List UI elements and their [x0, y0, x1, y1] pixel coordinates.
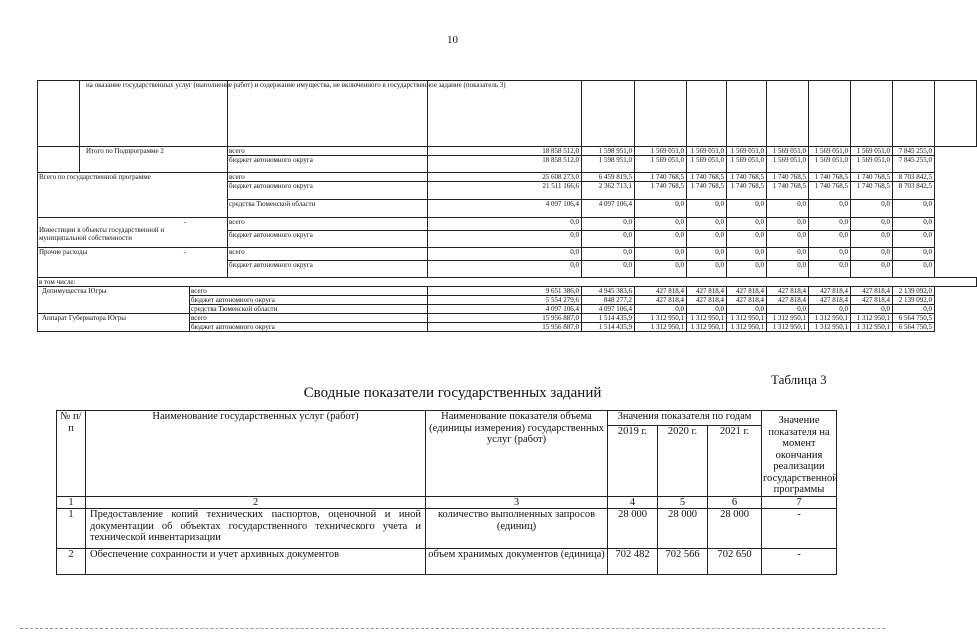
scan-edge	[20, 628, 885, 629]
amount-cell: 0,0	[767, 231, 809, 248]
row-number: 1	[57, 509, 86, 549]
amount-cell: 1 312 950,1	[635, 323, 687, 332]
amount-cell: 1 740 768,5	[727, 182, 767, 200]
amount-cell: 1 569 051,0	[851, 156, 893, 173]
amount-cell: 8 703 842,5	[893, 173, 935, 182]
amount-cell: 25 608 273,0	[428, 173, 582, 182]
amount-cell: 0,0	[582, 218, 635, 231]
amount-cell: 0,0	[851, 231, 893, 248]
budget-row	[38, 81, 977, 147]
amount-cell: 4 097 106,4	[582, 200, 635, 218]
amount-cell: 1 569 051,0	[767, 156, 809, 173]
table-row	[57, 509, 837, 549]
amount-cell: 7 845 255,0	[893, 156, 935, 173]
amount-cell: 6 564 750,5	[893, 314, 935, 323]
amount-cell: 1 312 950,1	[767, 323, 809, 332]
amount-cell: 0,0	[582, 248, 635, 261]
amount-cell: 2 139 092,0	[893, 287, 935, 296]
amount-cell: 1 312 950,1	[809, 314, 851, 323]
amount-cell: 1 569 051,0	[809, 156, 851, 173]
source-cell: всего	[228, 218, 428, 231]
amount-cell: 1 569 051,0	[809, 147, 851, 156]
row-label: Аппарат Губернатора Югры	[38, 314, 190, 332]
budget-row	[38, 287, 977, 296]
row-description: на оказание государственных услуг (выполнение работ) и содержание имущества, не включенного в государственное задание (показатель 3)	[80, 81, 228, 147]
amount-cell: 1 569 051,0	[687, 156, 727, 173]
amount-cell: 0,0	[893, 261, 935, 278]
empty-cell	[687, 81, 727, 147]
row-number: 2	[57, 549, 86, 575]
amount-cell: 0,0	[851, 200, 893, 218]
empty-cell	[935, 81, 977, 147]
amount-cell: 2 362 713,1	[582, 182, 635, 200]
column-number: 6	[708, 496, 762, 509]
amount-cell: 6 564 750,5	[893, 323, 935, 332]
amount-cell: 0,0	[767, 248, 809, 261]
source-cell: бюджет автономного округа	[228, 156, 428, 173]
amount-cell: 427 818,4	[809, 287, 851, 296]
source-cell: бюджет автономного округа	[228, 261, 428, 278]
column-number: 7	[762, 496, 837, 509]
amount-cell: 1 569 051,0	[727, 147, 767, 156]
amount-cell: 1 598 951,0	[582, 147, 635, 156]
empty-cell	[228, 81, 428, 147]
amount-cell: 0,0	[687, 261, 727, 278]
row-label-text: Прочие расходы	[39, 248, 88, 256]
indicator-name: количество выполненных запросов (единиц)	[426, 509, 608, 549]
source-cell: всего	[228, 147, 428, 156]
amount-cell: 7 845 255,0	[893, 147, 935, 156]
header-years-group: Значения показателя по годам	[608, 411, 762, 426]
header-final: Значение показателя на момент окончания реализации государственной программы	[762, 411, 837, 497]
state-tasks-table	[56, 410, 837, 575]
amount-cell: 1 312 950,1	[727, 323, 767, 332]
amount-cell: 1 569 051,0	[635, 147, 687, 156]
amount-cell: 0,0	[809, 200, 851, 218]
empty-cell	[851, 81, 893, 147]
row-label	[38, 218, 228, 248]
header-num: № п/п	[57, 411, 86, 497]
amount-cell: 1 740 768,5	[727, 173, 767, 182]
page-number: 10	[447, 34, 458, 46]
table-row	[57, 549, 837, 575]
amount-cell: 427 818,4	[687, 287, 727, 296]
amount-cell: 0,0	[687, 218, 727, 231]
amount-cell: 0,0	[727, 305, 767, 314]
empty-cell	[727, 81, 767, 147]
table-header-row	[57, 411, 837, 426]
value-2019: 702 482	[608, 549, 658, 575]
indicator-name: объем хранимых документов (единица)	[426, 549, 608, 575]
amount-cell: 0,0	[635, 231, 687, 248]
amount-cell: 1 740 768,5	[851, 173, 893, 182]
amount-cell: 5 554 279,6	[428, 296, 582, 305]
amount-cell: 0,0	[767, 305, 809, 314]
row-label: Депимущества Югры	[38, 287, 190, 314]
amount-cell: 15 956 887,0	[428, 314, 582, 323]
column-number: 4	[608, 496, 658, 509]
empty-cell	[767, 81, 809, 147]
amount-cell: 15 956 887,0	[428, 323, 582, 332]
source-cell: всего	[190, 287, 428, 296]
amount-cell: 0,0	[767, 200, 809, 218]
row-label	[38, 248, 228, 278]
amount-cell: 0,0	[851, 248, 893, 261]
amount-cell: 0,0	[809, 218, 851, 231]
amount-cell: 4 945 383,6	[582, 287, 635, 296]
amount-cell: 0,0	[635, 305, 687, 314]
empty-cell	[893, 81, 935, 147]
amount-cell: 427 818,4	[635, 287, 687, 296]
column-number: 3	[426, 496, 608, 509]
source-cell: всего	[228, 248, 428, 261]
source-cell: всего	[190, 314, 428, 323]
amount-cell: 1 569 051,0	[635, 156, 687, 173]
budget-row	[38, 278, 977, 287]
amount-cell: 2 139 092,0	[893, 296, 935, 305]
amount-cell: 4 097 106,4	[582, 305, 635, 314]
amount-cell: 0,0	[809, 248, 851, 261]
source-cell: средства Тюменской области	[228, 200, 428, 218]
amount-cell: 21 511 166,6	[428, 182, 582, 200]
amount-cell: 0,0	[727, 200, 767, 218]
header-service: Наименование государственных услуг (работ)	[86, 411, 426, 497]
amount-cell: 0,0	[687, 231, 727, 248]
header-2020: 2020 г.	[658, 426, 708, 496]
amount-cell: 0,0	[635, 218, 687, 231]
source-cell: бюджет автономного округа	[228, 231, 428, 248]
amount-cell: 9 651 386,0	[428, 287, 582, 296]
including-label: в том числе:	[38, 278, 977, 287]
empty-cell	[428, 81, 582, 147]
amount-cell: 0,0	[635, 200, 687, 218]
amount-cell: 1 740 768,5	[767, 182, 809, 200]
header-2021: 2021 г.	[708, 426, 762, 496]
empty-cell	[38, 147, 80, 173]
value-2020: 702 566	[658, 549, 708, 575]
source-cell: всего	[228, 173, 428, 182]
amount-cell: 1 740 768,5	[687, 173, 727, 182]
source-cell: средства Тюменской области	[190, 305, 428, 314]
header-indicator: Наименование показателя объема (единицы измерения) государственных услуг (работ)	[426, 411, 608, 497]
amount-cell: 18 858 512,0	[428, 156, 582, 173]
service-name: Предоставление копий технических паспортов, оценочной и иной документации об объектах государственного технического учета и технической инвентаризации	[86, 509, 426, 549]
amount-cell: 1 569 051,0	[851, 147, 893, 156]
empty-cell	[809, 81, 851, 147]
amount-cell: 427 818,4	[727, 287, 767, 296]
empty-cell	[38, 81, 80, 147]
amount-cell: 0,0	[635, 248, 687, 261]
value-2021: 702 650	[708, 549, 762, 575]
budget-table	[37, 80, 977, 332]
row-label-text: Инвестиции в объекты государственной и муниципальной собственности	[39, 226, 165, 242]
amount-cell: 1 312 950,1	[851, 323, 893, 332]
amount-cell: 1 312 950,1	[687, 323, 727, 332]
amount-cell: 0,0	[727, 218, 767, 231]
amount-cell: 0,0	[809, 261, 851, 278]
amount-cell: 18 858 512,0	[428, 147, 582, 156]
amount-cell: 8 703 842,5	[893, 182, 935, 200]
amount-cell: 1 312 950,1	[687, 314, 727, 323]
table-title: Сводные показатели государственных заданий	[303, 385, 602, 401]
amount-cell: 427 818,4	[809, 296, 851, 305]
amount-cell: 1 312 950,1	[809, 323, 851, 332]
amount-cell: 0,0	[582, 261, 635, 278]
source-cell: бюджет автономного округа	[190, 323, 428, 332]
amount-cell: 0,0	[809, 231, 851, 248]
amount-cell: 1 312 950,1	[635, 314, 687, 323]
amount-cell: 1 569 051,0	[727, 156, 767, 173]
budget-row	[38, 173, 977, 182]
amount-cell: 427 818,4	[851, 287, 893, 296]
amount-cell: 1 312 950,1	[767, 314, 809, 323]
amount-cell: 427 818,4	[687, 296, 727, 305]
amount-cell: 0,0	[727, 261, 767, 278]
amount-cell: 427 818,4	[767, 296, 809, 305]
table-label: Таблица 3	[771, 372, 827, 387]
amount-cell: 1 740 768,5	[809, 182, 851, 200]
amount-cell: 0,0	[687, 200, 727, 218]
amount-cell: 0,0	[727, 231, 767, 248]
amount-cell: 0,0	[428, 218, 582, 231]
amount-cell: 1 514 435,9	[582, 314, 635, 323]
budget-row	[38, 218, 977, 231]
dash-mark: -	[183, 218, 187, 226]
amount-cell: 0,0	[687, 305, 727, 314]
amount-cell: 1 740 768,5	[767, 173, 809, 182]
column-number: 1	[57, 496, 86, 509]
budget-row	[38, 147, 977, 156]
amount-cell: 0,0	[428, 248, 582, 261]
amount-cell: 1 312 950,1	[851, 314, 893, 323]
amount-cell: 0,0	[687, 248, 727, 261]
amount-cell: 1 740 768,5	[635, 173, 687, 182]
amount-cell: 848 277,2	[582, 296, 635, 305]
value-2019: 28 000	[608, 509, 658, 549]
amount-cell: 4 097 106,4	[428, 200, 582, 218]
empty-cell	[635, 81, 687, 147]
column-numbers-row	[57, 496, 837, 509]
amount-cell: 1 740 768,5	[809, 173, 851, 182]
budget-row	[38, 314, 977, 323]
service-name: Обеспечение сохранности и учет архивных документов	[86, 549, 426, 575]
amount-cell: 0,0	[851, 261, 893, 278]
amount-cell: 427 818,4	[727, 296, 767, 305]
amount-cell: 427 818,4	[767, 287, 809, 296]
amount-cell: 427 818,4	[851, 296, 893, 305]
amount-cell: 1 740 768,5	[635, 182, 687, 200]
value-2020: 28 000	[658, 509, 708, 549]
amount-cell: 0,0	[428, 231, 582, 248]
header-2019: 2019 г.	[608, 426, 658, 496]
column-number: 5	[658, 496, 708, 509]
amount-cell: 1 569 051,0	[687, 147, 727, 156]
dash-mark: -	[183, 248, 187, 256]
final-value: -	[762, 549, 837, 575]
amount-cell: 1 740 768,5	[687, 182, 727, 200]
amount-cell: 0,0	[893, 231, 935, 248]
amount-cell: 0,0	[635, 261, 687, 278]
amount-cell: 0,0	[582, 231, 635, 248]
amount-cell: 1 514 435,9	[582, 323, 635, 332]
value-2021: 28 000	[708, 509, 762, 549]
amount-cell: 1 740 768,5	[851, 182, 893, 200]
amount-cell: 0,0	[851, 218, 893, 231]
amount-cell: 4 097 106,4	[428, 305, 582, 314]
amount-cell: 1 598 951,0	[582, 156, 635, 173]
amount-cell: 0,0	[893, 248, 935, 261]
source-cell: бюджет автономного округа	[228, 182, 428, 200]
amount-cell: 0,0	[428, 261, 582, 278]
amount-cell: 0,0	[767, 218, 809, 231]
amount-cell: 6 459 819,5	[582, 173, 635, 182]
amount-cell: 0,0	[893, 218, 935, 231]
amount-cell: 1 569 051,0	[767, 147, 809, 156]
amount-cell: 0,0	[767, 261, 809, 278]
row-label: Итого по Подпрограмме 2	[80, 147, 228, 173]
amount-cell: 1 312 950,1	[727, 314, 767, 323]
amount-cell: 0,0	[809, 305, 851, 314]
row-label: Всего по государственной программе	[38, 173, 228, 218]
amount-cell: 0,0	[893, 200, 935, 218]
budget-row	[38, 248, 977, 261]
amount-cell: 427 818,4	[635, 296, 687, 305]
empty-cell	[582, 81, 635, 147]
amount-cell: 0,0	[727, 248, 767, 261]
source-cell: бюджет автономного округа	[190, 296, 428, 305]
amount-cell: 0,0	[851, 305, 893, 314]
amount-cell: 0,0	[893, 305, 935, 314]
column-number: 2	[86, 496, 426, 509]
final-value: -	[762, 509, 837, 549]
